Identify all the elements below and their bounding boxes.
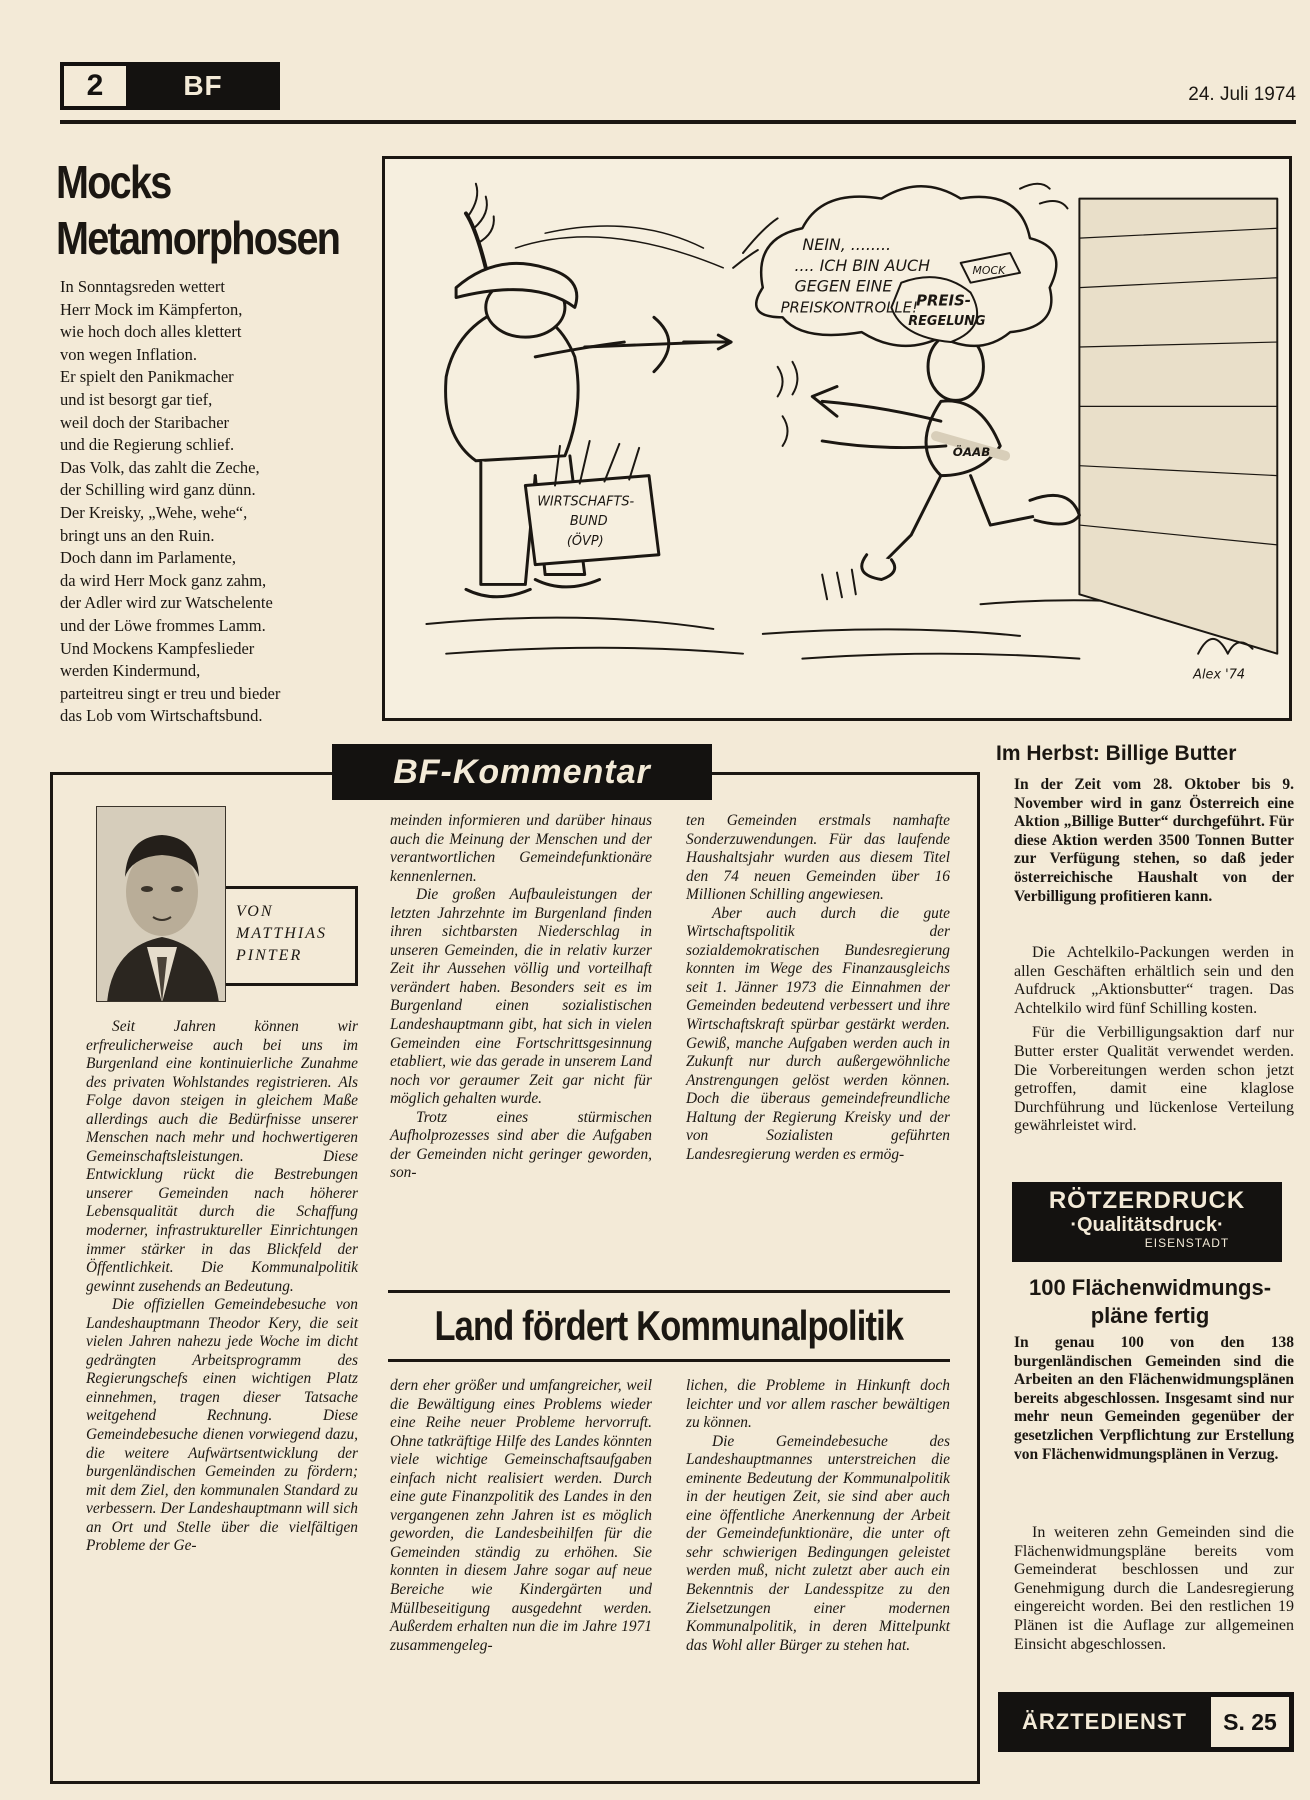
cloud-text-1: PREIS- [916,292,971,310]
kommentar-paragraph: ten Gemeinden erstmals namhafte Sonderzuwendungen. Für das laufende Haushaltsjahr wurden aus diesem Titel den 74 neuen Gemeinden über 16 Millionen Schilling angewiesen. [686,812,950,904]
byline-lastname: PINTER [236,947,303,964]
poem-line: und die Regierung schlief. [60,435,235,455]
page-number: 2 [64,66,126,106]
poem-line: und ist besorgt gar tief, [60,389,213,409]
speech-text-4: PREISKONTROLLE! [780,299,918,317]
page-number-box [60,62,280,110]
kommentar-paragraph: Seit Jahren können wir erfreulicherweise auch bei uns im Burgenland eine kontinuierliche Zunahme des privaten Wohlstandes registrieren. Als Folge davon steigen in gleichem Maße allerdings auch die Bedürfnisse unserer Menschen nach mehr und hochwertigeren Gemeinschaftsleistungen. Diese Entwicklung rückt die Bestrebungen unserer Gemeinden nach höherer Lebensqualität durch die Schaffung moderner, infrastruktureller Einrichtungen immer stärker in das Blickfeld der Öffentlichkeit. Die Kommunalpolitik gewinnt zusehends an Bedeutung. [86,1018,358,1295]
cartoon-signature: Alex '74 [1193,667,1246,683]
kommentar-paragraph: meinden informieren und darüber hinaus auch die Meinung der Menschen und der verantwortlichen Gemeindefunktionäre kennenlernen. [390,812,652,885]
header-rule [60,120,1296,124]
box-text-1: WIRTSCHAFTS- [537,494,635,510]
flaechen-body-text: In weiteren zehn Gemeinden sind die Flächenwidmungspläne bereits vom Gemeinderat beschlossen und zur Genehmigung durch die Landesregierung eingereicht worden. Bei den restlichen 19 Plänen ist die Auflage zur allgemeinen Einsicht abgeschlossen. [1014,1524,1294,1653]
poem-line: da wird Herr Mock ganz zahm, [60,570,267,590]
butter-paragraph: Die Achtelkilo-Packungen werden in allen Geschäften erhältlich sein und den Aufdruck „Aktionsbutter“ tragen. Das Achtelkilo wird fünf Schilling kosten. [1014,944,1294,1017]
poem-line: Doch dann im Parlamente, [60,548,236,568]
ad-slogan: ·Qualitätsdruck· [1070,1214,1224,1236]
byline-von: VON [236,903,274,920]
poem-line: Und Mockens Kampfeslieder [60,638,255,658]
box-text-3: (ÖVP) [566,533,604,549]
butter-lead: In der Zeit vom 28. Oktober bis 9. November wird in ganz Österreich eine Aktion „Billige Butter“ durchgeführt. Für diese Aktion werden 3500 Tonnen Butter zur Verfügung stehen, so daß jeder österreichische Haushalt von der Verbilligung profitieren kann. [1014,776,1294,905]
flaechen-headline [1000,1274,1300,1330]
cloud-text-2: REGELUNG [908,314,986,330]
poem-title [56,154,340,266]
flaechen-headline-1: 100 Flächenwidmungs- [1028,1275,1272,1300]
poem-line: der Schilling wird ganz dünn. [60,480,256,500]
kommentar-column-1 [86,1018,358,1556]
ad-company: RÖTZERDRUCK [1048,1187,1246,1214]
box-text-2: BUND [569,514,608,530]
author-portrait [96,806,226,1002]
kommentar-paragraph: Trotz eines stürmischen Aufholprozesses sind aber die Aufgaben der Gemeinden nicht geringer geworden, son- [390,1108,652,1182]
poem-line: In Sonntagsreden wettert [60,277,225,296]
speech-text-2: .... ICH BIN AUCH [794,255,931,275]
kommentar-column-3 [686,812,950,1164]
kommentar-paragraph: Die offiziellen Gemeindebesuche von Landeshauptmann Theodor Kery, die seit vielen Jahren nahezu jede Woche im dicht gedrängten Arbeitsprogramm des Regierungschefs einen wichtigen Platz einnehmen, tragen dieser Tatsache weitgehend Rechnung. Diese Gemeindebesuche dienen vorwiegend dazu, die weitere Aufwärtsentwicklung der burgenländischen Gemeinden zu fördern; mit dem Ziel, den kommunalen Standard zu verbessern. Der Landeshauptmann will sich an Ort und Stelle über die vielfältigen Probleme der Ge- [86,1296,358,1555]
poem-line: von wegen Inflation. [60,344,198,364]
byline-firstname: MATTHIAS [236,925,327,942]
section-headline-text: Land fördert Kommunalpolitik [434,1302,904,1349]
hat-tag-text: MOCK [972,263,1006,277]
kommentar-banner: BF-Kommentar [332,744,712,800]
poem-title-line1: Mocks [56,156,171,208]
flaechen-headline-2: pläne fertig [1090,1303,1210,1328]
poem-line: Er spielt den Panikmacher [60,367,234,387]
political-cartoon [382,156,1292,721]
kommentar-column-5 [686,1377,950,1655]
poem-line: Herr Mock im Kämpferton, [60,299,243,319]
kommentar-column-2 [390,812,652,1183]
author-byline [226,886,358,986]
kommentar-paragraph: dern eher größer und umfangreicher, weil die Bewältigung eines Problems wieder eine Reihe neuer Probleme hervorruft. Ohne tatkräftige Hilfe des Landes könnten viele wichtige Gemeinschaftsaufgaben einfach nicht realisiert werden. Durch eine gute Finanzpolitik des Landes in den vergangenen zehn Jahren ist es möglich geworden, die Landesbeihilfen für die Gemeinden ständig zu erhöhen. Sie konnten in diesem Jahre sogar auf neue Bereiche wie Kindergärten und Müllbeseitigung ausgedehnt werden. Außerdem erhalten nun die im Jahre 1971 zusammengeleg- [390,1377,652,1654]
kommentar-paragraph: Aber auch durch die gute Wirtschaftspolitik der sozialdemokratischen Bundesregierung konnten im Wege des Finanzausgleichs seit 1. Jänner 1973 die Einnahmen der Gemeinden bedeutend verbessert und ihre Wirtschaftskraft spürbar gestärkt werden. Gewiß, manche Aufgaben werden auch in Zukunft nur durch außergewöhnliche Anstrengungen gelöst werden können. Doch die überaus gemeindefreundliche Haltung der Regierung Kreisky und der von Sozialisten geführten Landesregierung werden es ermög- [686,904,950,1163]
poem-line: parteitreu singt er treu und bieder [60,683,281,703]
aerztedienst-label: ÄRZTEDIENST [1022,1709,1187,1734]
roetzerdruck-ad [1012,1182,1282,1262]
poem-title-line2: Metamorphosen [56,212,340,264]
ad-city: EISENSTADT [1144,1236,1230,1250]
poem-line: Das Volk, das zahlt die Zeche, [60,457,260,477]
flaechen-body [1014,1524,1294,1660]
poem-body [60,276,372,728]
kommentar-paragraph: lichen, die Probleme in Hinkunft doch leichter und vor allem rascher bewältigen zu können. [686,1377,950,1432]
flaechen-lead: In genau 100 von den 138 burgenländischen Gemeinden sind die Arbeiten an den Flächenwidmungsplänen bereits abgeschlossen. Insgesamt sind nur mehr neun Gemeinden gegenüber der gesetzlichen Verpflichtung zur Erstellung von Flächenwidmungsplänen in Verzug. [1014,1334,1294,1463]
issue-date: 24. Juli 1974 [1188,84,1296,105]
poem-line: der Adler wird zur Watschelente [60,593,273,613]
kommentar-paragraph: Die Gemeindebesuche des Landeshauptmannes unterstreichen die eminente Bedeutung der Kommunalpolitik in der heutigen Zeit, sie sind aber auch eine öffentliche Anerkennung der Arbeit der Gemeindefunktionäre, die unter oft sehr schwierigen Bedingungen geleistet werden muß, nicht zuletzt aber auch ein Bekenntnis der Landesspitze zu den Zielsetzungen einer modernen Kommunalpolitik, in deren Mittelpunkt das Wohl aller Bürger zu stehen hat. [686,1432,950,1654]
poem-line: bringt uns an den Ruin. [60,525,215,545]
poem-line: werden Kindermund, [60,661,201,681]
speech-text-1: NEIN, ........ [802,235,892,255]
publication-abbr: BF [183,70,223,101]
poem-line: weil doch der Staribacher [60,412,230,432]
poem-line: Der Kreisky, „Wehe, wehe“, [60,502,248,522]
section-headline [388,1290,950,1362]
sash-text: ÖAAB [952,444,991,459]
butter-headline: Im Herbst: Billige Butter [996,742,1237,765]
portrait-image [97,807,226,1002]
butter-body [1014,944,1294,1142]
butter-paragraph: Für die Verbilligungsaktion darf nur Butter erster Qualität verwendet werden. Die Vorbereitungen werden schon jetzt getroffen, damit eine klaglose Durchführung und lückenlose Verteilung gewährleistet wird. [1014,1024,1294,1135]
aerztedienst-ad[interactable] [998,1692,1294,1752]
poem-line: und der Löwe frommes Lamm. [60,615,266,635]
speech-text-3: GEGEN EINE [794,276,893,296]
aerztedienst-page-ref: S. 25 [1211,1697,1289,1747]
kommentar-column-4 [390,1377,652,1655]
poem-line: das Lob vom Wirtschaftsbund. [60,706,263,726]
poem-line: wie hoch doch alles klettert [60,322,242,342]
kommentar-paragraph: Die großen Aufbauleistungen der letzten Jahrzehnte im Burgenland finden ihren sichtbarsten Niederschlag in unseren Gemeinden, die in relativ kurzer Zeit ihr Aussehen völlig und vorteilhaft verändert haben. Besonders seit es im Burgenland einen sozialistischen Landeshauptmann gibt, hat sich in vielen Gemeinden eine Fortschrittsgesinnung etabliert, wie das gerade in unserem Land noch vor geraumer Zeit gar nicht für möglich gehalten wurde. [390,886,652,1108]
cartoon-drawing [385,159,1289,718]
